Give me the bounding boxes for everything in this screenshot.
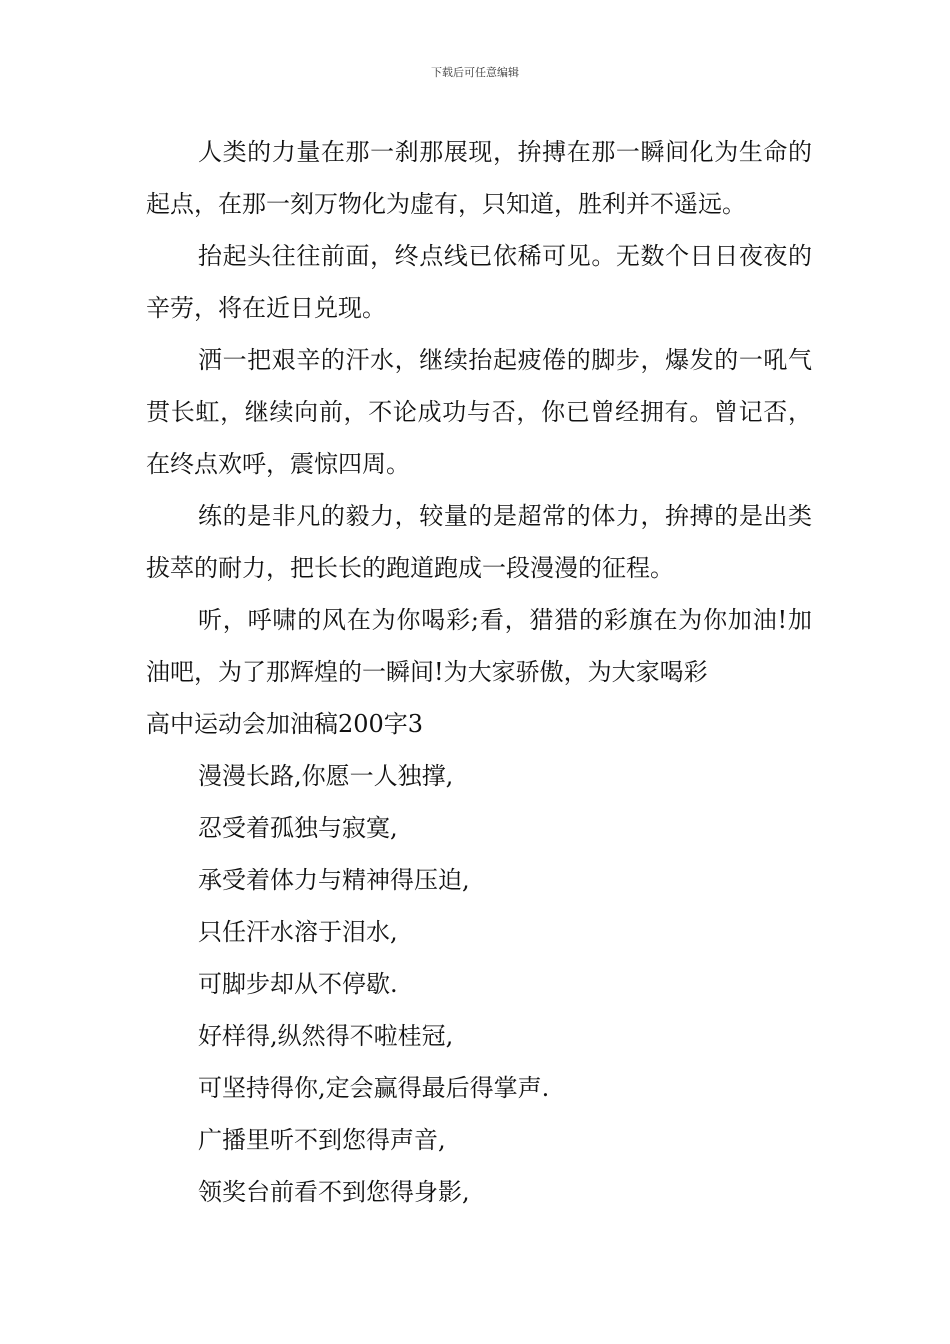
poem-line: 好样得,纵然得不啦桂冠, bbox=[198, 1022, 454, 1050]
document-body bbox=[146, 126, 812, 1218]
poem-line: 漫漫长路,你愿一人独撑, bbox=[198, 762, 454, 790]
paragraph: 人类的力量在那一刹那展现，拚搏在那一瞬间化为生命的起点，在那一刻万物化为虚有，只知道，胜利并不遥远。 bbox=[146, 138, 812, 218]
poem-line: 可脚步却从不停歇. bbox=[198, 970, 398, 998]
paragraph: 练的是非凡的毅力，较量的是超常的体力，拚搏的是出类拔萃的耐力，把长长的跑道跑成一段漫漫的征程。 bbox=[146, 502, 812, 582]
poem-line: 忍受着孤独与寂寞, bbox=[198, 814, 398, 842]
poem-line: 可坚持得你,定会赢得最后得掌声. bbox=[198, 1074, 550, 1102]
paragraph: 听，呼啸的风在为你喝彩;看，猎猎的彩旗在为你加油!加油吧，为了那辉煌的一瞬间!为大家骄傲，为大家喝彩 bbox=[146, 606, 812, 686]
poem-line: 只任汗水溶于泪水, bbox=[198, 918, 398, 946]
poem-line: 承受着体力与精神得压迫, bbox=[198, 866, 470, 894]
paragraph: 洒一把艰辛的汗水，继续抬起疲倦的脚步，爆发的一吼气贯长虹，继续向前，不论成功与否，你已曾经拥有。曾记否，在终点欢呼，震惊四周。 bbox=[146, 346, 812, 478]
poem-line: 领奖台前看不到您得身影, bbox=[198, 1178, 470, 1206]
section-title: 高中运动会加油稿200字3 bbox=[146, 710, 424, 738]
page-header: 下载后可任意编辑 bbox=[431, 66, 519, 79]
paragraph: 抬起头往往前面，终点线已依稀可见。无数个日日夜夜的辛劳，将在近日兑现。 bbox=[146, 242, 812, 322]
poem-line: 广播里听不到您得声音, bbox=[198, 1126, 446, 1154]
